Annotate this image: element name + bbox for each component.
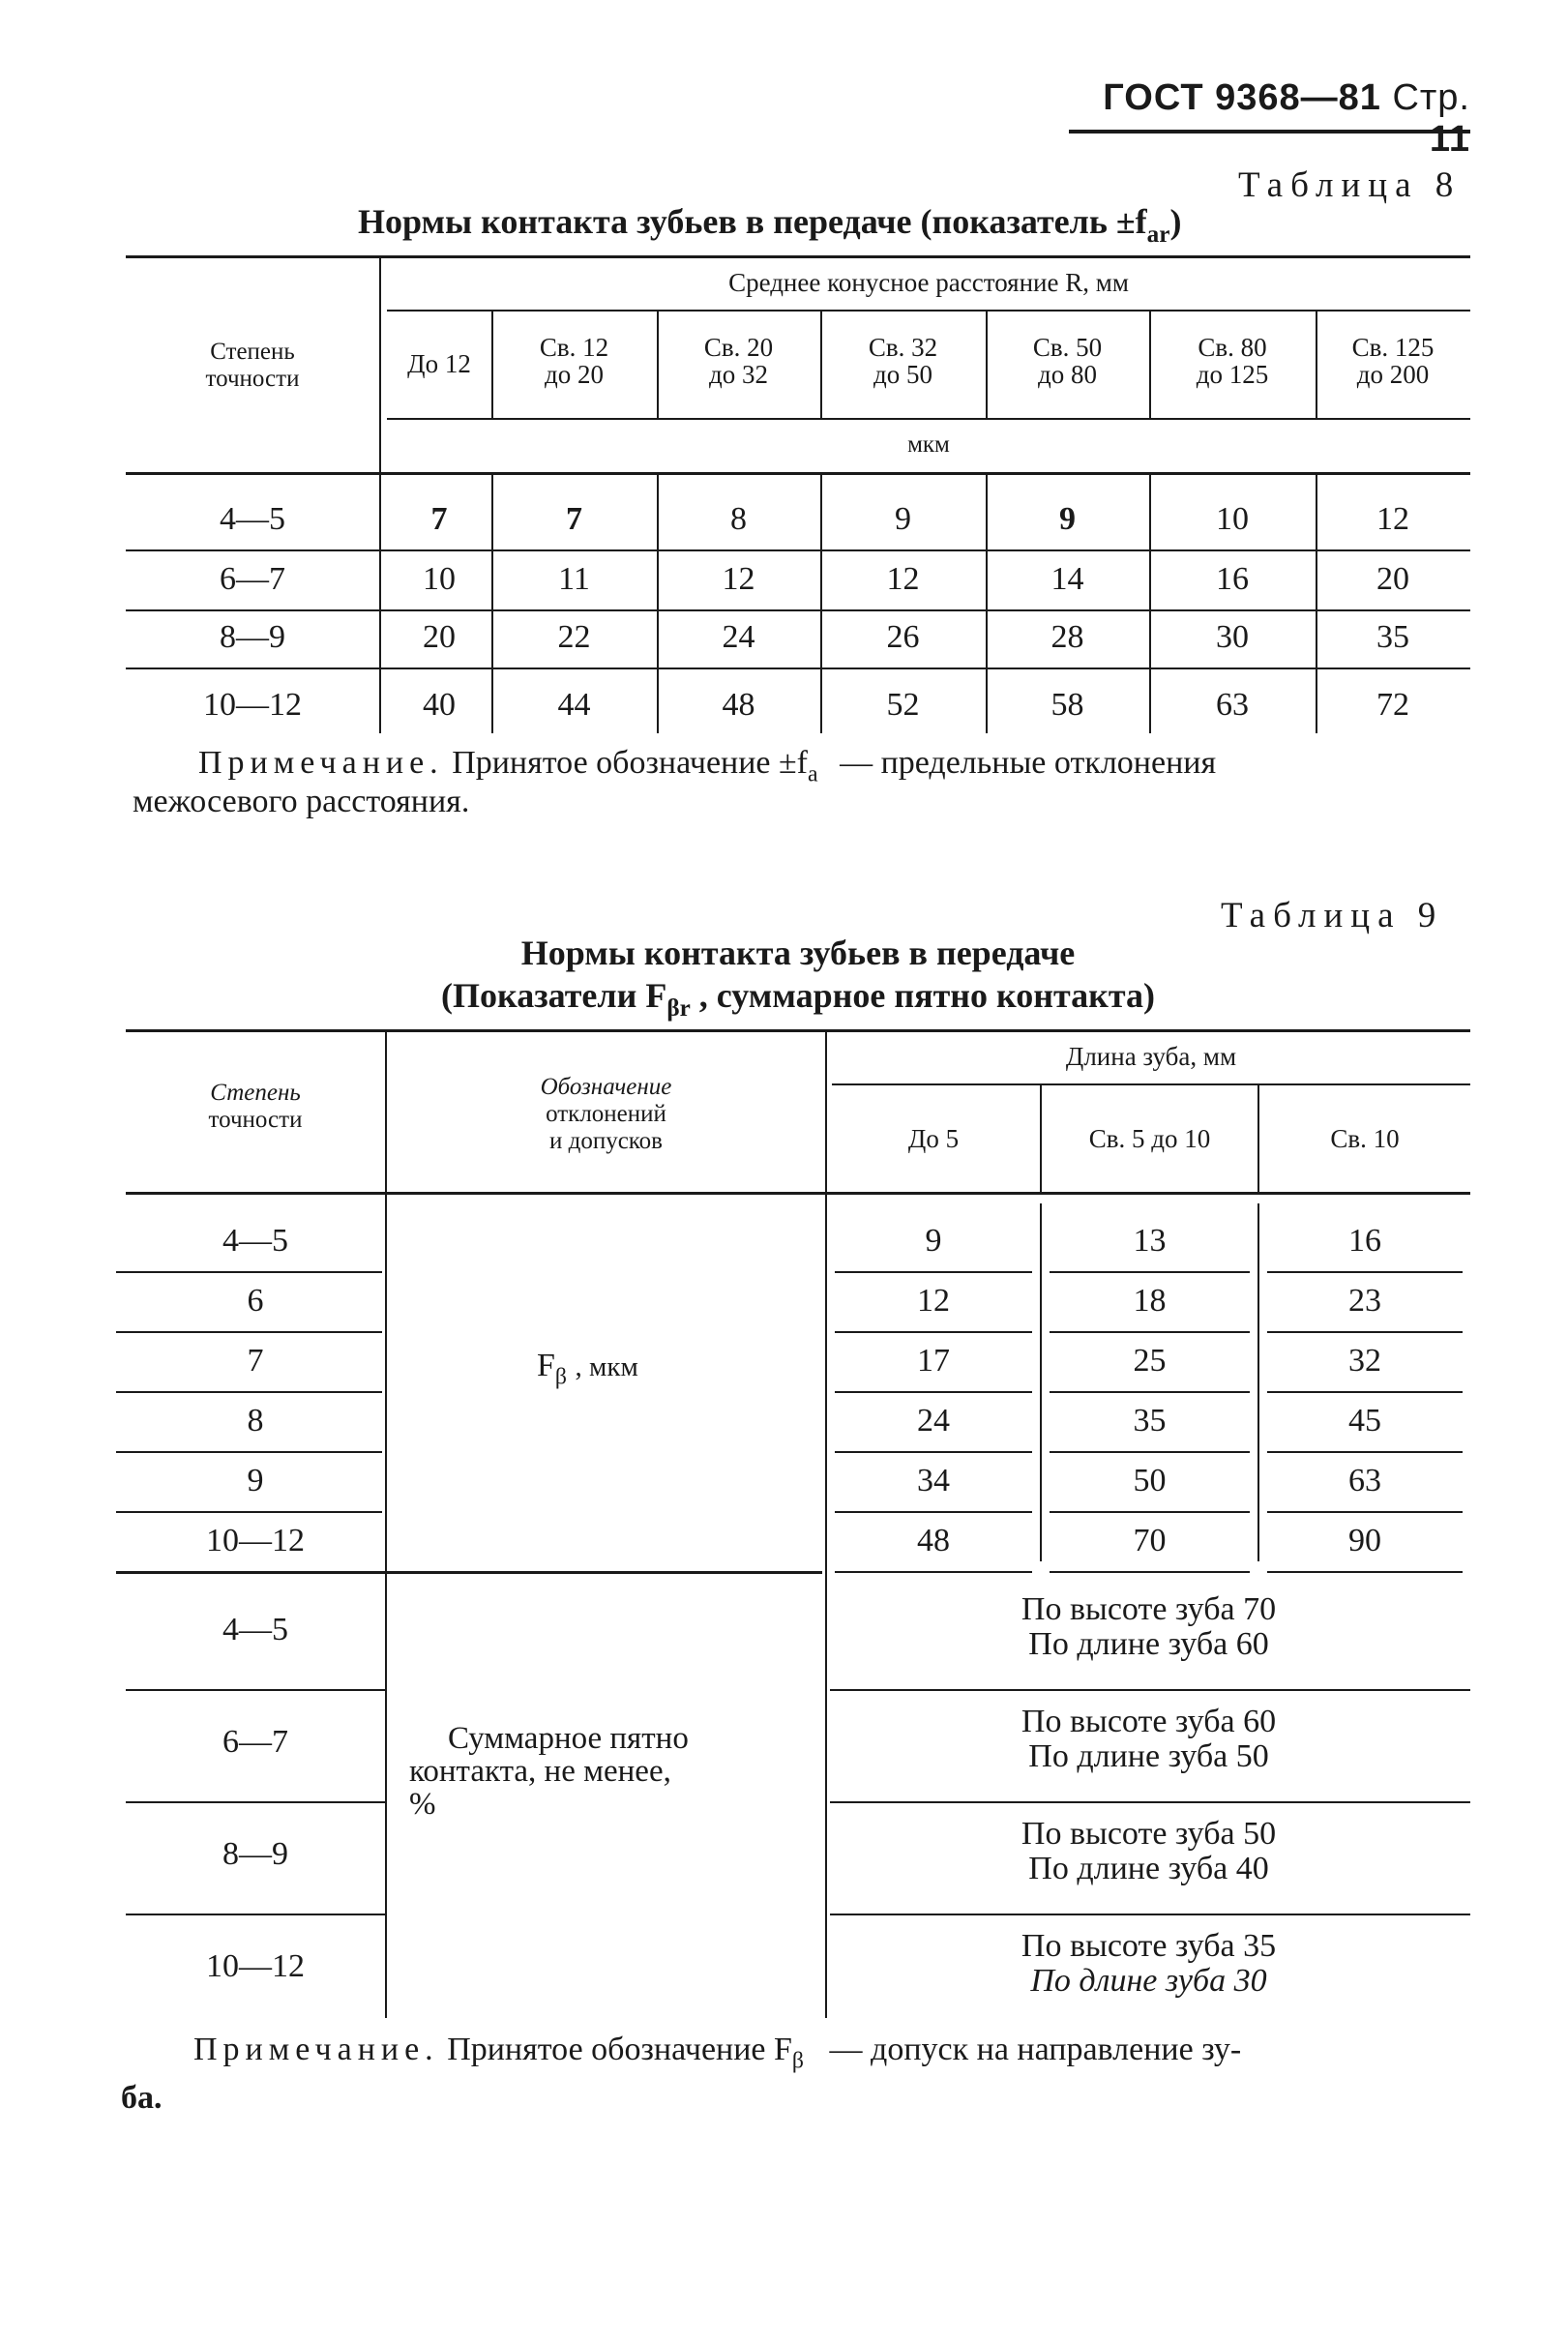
t8-range-line: Св. 125 bbox=[1351, 333, 1435, 362]
t9-spot-length: По длине зуба 50 bbox=[1028, 1738, 1269, 1774]
t9-cell-rule bbox=[1050, 1451, 1250, 1453]
t9-cell-rule bbox=[835, 1331, 1032, 1333]
t8-cell-rule bbox=[991, 609, 1143, 611]
table8-title-sub: ar bbox=[1146, 221, 1170, 248]
t8-cell-rule bbox=[1155, 609, 1310, 611]
t9-cell-rule bbox=[835, 1451, 1032, 1453]
t9-spot-l3: % bbox=[409, 1787, 436, 1822]
t8-note-sub: a bbox=[808, 761, 818, 787]
t8-value-cell: 11 bbox=[558, 561, 590, 597]
t8-value-cell: 30 bbox=[1216, 619, 1249, 655]
t9-value-cell: 90 bbox=[1348, 1523, 1381, 1558]
header-rule bbox=[1069, 130, 1470, 134]
t8-cell-rule bbox=[497, 668, 651, 669]
t8-rule-ranges bbox=[387, 418, 1470, 420]
t9-value-cell: 16 bbox=[1348, 1223, 1381, 1259]
t8-cell-rule bbox=[1321, 668, 1464, 669]
t8-cell-rule bbox=[663, 549, 814, 551]
t9-cell-rule bbox=[835, 1391, 1032, 1393]
t8-vrule-degree bbox=[379, 257, 381, 472]
t9-title-a: (Показатели F bbox=[441, 976, 667, 1015]
t8-value-cell: 12 bbox=[886, 561, 920, 597]
doc-code: ГОСТ 9368—81 bbox=[1103, 77, 1381, 118]
t8-range-header bbox=[1316, 334, 1470, 388]
t9-range-0: До 5 bbox=[907, 1124, 960, 1153]
t8-range-header bbox=[657, 334, 820, 388]
t8-range-line: Св. 80 bbox=[1198, 333, 1267, 362]
t8-value-cell: 9 bbox=[895, 501, 911, 537]
t9-cell-rule bbox=[1267, 1391, 1463, 1393]
t9-cell-rule bbox=[1267, 1571, 1463, 1573]
t9-spot-value-rule bbox=[830, 1914, 1470, 1915]
t9-cell-rule bbox=[835, 1511, 1032, 1513]
t8-degree-cell: 10—12 bbox=[203, 687, 302, 723]
t8-cell-rule bbox=[393, 549, 486, 551]
t9-fb-unit: , мкм bbox=[575, 1351, 638, 1382]
t9-note-line2: ба. bbox=[121, 2080, 163, 2116]
t9-value-cell: 50 bbox=[1133, 1463, 1167, 1498]
t8-value-cell: 24 bbox=[722, 619, 755, 655]
t9-value-cell: 45 bbox=[1348, 1403, 1381, 1439]
t8-value-cell: 7 bbox=[566, 501, 582, 537]
t9-range-1: Св. 5 до 10 bbox=[1088, 1124, 1211, 1153]
t8-cell-rule bbox=[663, 609, 814, 611]
t8-range-line: Св. 32 bbox=[868, 333, 938, 362]
table8-title bbox=[358, 201, 1181, 249]
t9-col-desig-l1: Обозначение bbox=[540, 1074, 672, 1100]
table8-label: Таблица 8 bbox=[1238, 165, 1462, 205]
t8-range-line: До 12 bbox=[407, 349, 471, 378]
t9-title-b: , суммарное пятно контакта) bbox=[698, 976, 1155, 1015]
t9-cell-rule bbox=[1050, 1391, 1250, 1393]
t9-spot-value-rule bbox=[830, 1689, 1470, 1691]
t9-value-cell: 13 bbox=[1133, 1223, 1167, 1259]
t8-cell-rule bbox=[393, 668, 486, 669]
t8-rule-head-bottom bbox=[126, 472, 1470, 475]
t9-degree-rule bbox=[116, 1331, 382, 1333]
t9-range-2: Св. 10 bbox=[1330, 1124, 1400, 1153]
t8-cell-rule bbox=[1155, 668, 1310, 669]
t9-cell-rule bbox=[1267, 1271, 1463, 1273]
t8-range-header bbox=[491, 334, 657, 388]
t8-range-line: до 50 bbox=[873, 360, 932, 389]
t9-group-header: Длина зуба, мм bbox=[1065, 1042, 1237, 1071]
table8-title-end: ) bbox=[1169, 202, 1182, 241]
t8-note-line2: межосевого расстояния. bbox=[133, 784, 470, 819]
t9-degree-rule bbox=[116, 1451, 382, 1453]
t8-value-cell: 7 bbox=[430, 501, 448, 537]
t9-value-cell: 23 bbox=[1348, 1283, 1381, 1319]
t8-cell-rule bbox=[826, 549, 980, 551]
t8-value-cell: 20 bbox=[423, 619, 456, 655]
t9-value-cell: 32 bbox=[1348, 1343, 1381, 1379]
t8-value-cell: 10 bbox=[423, 561, 456, 597]
t9-value-cell: 35 bbox=[1133, 1403, 1167, 1439]
t8-cell-rule bbox=[1155, 549, 1310, 551]
t9-degree-cell: 8 bbox=[247, 1403, 264, 1439]
t9-value-cell: 34 bbox=[917, 1463, 950, 1498]
t9-title-sub: βr bbox=[666, 994, 691, 1022]
t8-value-cell: 8 bbox=[730, 501, 747, 537]
t8-value-cell: 9 bbox=[1059, 501, 1076, 537]
t9-note-word: Примечание. bbox=[193, 2032, 439, 2067]
t9-note-rest: — допуск на направление зу- bbox=[829, 2032, 1242, 2067]
t9-col-degree-l2: точности bbox=[208, 1107, 303, 1133]
t9-rule-head-bottom bbox=[126, 1192, 1470, 1195]
t8-note-text: Принятое обозначение ±f bbox=[452, 745, 808, 781]
t9-col-desig-l2: отклонений bbox=[546, 1101, 666, 1127]
t9-fb-letter: F bbox=[537, 1348, 555, 1383]
t8-note bbox=[198, 745, 1216, 787]
t8-value-cell: 58 bbox=[1050, 687, 1084, 723]
t8-range-line: до 125 bbox=[1196, 360, 1269, 389]
page-label: Стр. bbox=[1392, 77, 1470, 118]
t9-note-text: Принятое обозначение F bbox=[447, 2032, 792, 2067]
t8-value-cell: 26 bbox=[886, 619, 920, 655]
t8-value-cell: 12 bbox=[1376, 501, 1409, 537]
t8-value-cell: 44 bbox=[557, 687, 591, 723]
t9-spot-height: По высоте зуба 70 bbox=[1021, 1591, 1277, 1627]
t9-fb-label bbox=[537, 1348, 638, 1390]
table9-title-line1: Нормы контакта зубьев в передаче bbox=[520, 934, 1076, 972]
t8-value-cell: 22 bbox=[557, 619, 591, 655]
t8-cell-rule bbox=[826, 668, 980, 669]
t9-spot-l1: Суммарное пятно bbox=[448, 1721, 689, 1756]
t9-degree-cell: 7 bbox=[247, 1343, 264, 1379]
t9-value-cell: 17 bbox=[917, 1343, 950, 1379]
t9-spot-height: По высоте зуба 50 bbox=[1021, 1816, 1277, 1852]
t8-rule-group bbox=[387, 310, 1470, 312]
t8-range-line: Св. 12 bbox=[539, 333, 609, 362]
t9-value-cell: 9 bbox=[925, 1223, 942, 1259]
t8-range-line: до 200 bbox=[1356, 360, 1430, 389]
t8-value-cell: 16 bbox=[1216, 561, 1249, 597]
t8-note-word: Примечание. bbox=[198, 745, 444, 781]
t8-value-cell: 28 bbox=[1050, 619, 1084, 655]
t9-spot-degree: 6—7 bbox=[222, 1724, 288, 1760]
t8-value-cell: 63 bbox=[1216, 687, 1249, 723]
t9-spot-degree-rule bbox=[126, 1689, 385, 1691]
t8-value-cell: 35 bbox=[1376, 619, 1409, 655]
t8-cell-rule bbox=[826, 609, 980, 611]
t8-range-header bbox=[1149, 334, 1316, 388]
t9-degree-rule bbox=[116, 1391, 382, 1393]
t9-spot-label bbox=[409, 1722, 689, 1821]
t9-vrule-a-body bbox=[385, 1194, 387, 2018]
t9-fb-sub: β bbox=[554, 1364, 568, 1390]
t8-cell-rule bbox=[991, 668, 1143, 669]
t8-cell-rule bbox=[663, 668, 814, 669]
t9-cell-rule bbox=[1050, 1271, 1250, 1273]
t8-value-cell: 72 bbox=[1376, 687, 1409, 723]
t9-col-degree bbox=[126, 1080, 385, 1134]
t8-range-line: до 20 bbox=[545, 360, 604, 389]
t9-value-cell: 24 bbox=[917, 1403, 950, 1439]
t9-spot-degree: 4—5 bbox=[222, 1612, 288, 1647]
t8-unit: мкм bbox=[907, 431, 950, 458]
t8-col-degree-l1: Степень bbox=[210, 339, 295, 365]
t8-value-cell: 48 bbox=[722, 687, 755, 723]
t9-cell-rule bbox=[835, 1571, 1032, 1573]
t9-degree-rule bbox=[116, 1271, 382, 1273]
t9-spot-l2: контакта, не менее, bbox=[409, 1754, 671, 1789]
t9-note-sub: β bbox=[791, 2048, 805, 2074]
t8-degree-cell: 4—5 bbox=[220, 501, 285, 537]
t9-degree-rule bbox=[116, 1511, 382, 1513]
page-number: 11 bbox=[1429, 119, 1470, 160]
t8-cell-rule bbox=[991, 549, 1143, 551]
t8-cell-rule bbox=[497, 549, 651, 551]
t9-cell-rule bbox=[1267, 1451, 1463, 1453]
t8-range-line: до 80 bbox=[1038, 360, 1097, 389]
t8-note-rest: — предельные отклонения bbox=[840, 745, 1217, 781]
t8-range-header bbox=[387, 350, 491, 377]
t9-cell-rule bbox=[1267, 1331, 1463, 1333]
t8-value-cell: 52 bbox=[886, 687, 920, 723]
t9-cell-rule bbox=[1050, 1511, 1250, 1513]
t8-cell-rule bbox=[1321, 609, 1464, 611]
t9-spot-length: По длине зуба 40 bbox=[1028, 1851, 1269, 1886]
t9-spot-length: По длине зуба 60 bbox=[1028, 1626, 1269, 1662]
t9-degree-cell: 4—5 bbox=[222, 1223, 288, 1259]
t8-vrule-degree-body bbox=[379, 474, 381, 733]
t8-col-degree bbox=[126, 339, 379, 393]
t9-value-cell: 63 bbox=[1348, 1463, 1381, 1498]
t9-col-desig bbox=[387, 1074, 825, 1155]
t8-value-cell: 20 bbox=[1376, 561, 1409, 597]
t9-rule-top bbox=[126, 1029, 1470, 1032]
table9-title-line2 bbox=[126, 975, 1470, 1023]
t8-value-cell: 10 bbox=[1216, 501, 1249, 537]
t9-value-cell: 70 bbox=[1133, 1523, 1167, 1558]
t8-group-header: Среднее конусное расстояние R, мм bbox=[728, 268, 1129, 297]
t9-cell-rule bbox=[835, 1271, 1032, 1273]
t8-cell-rule bbox=[1321, 549, 1464, 551]
t9-spot-degree-rule bbox=[126, 1914, 385, 1915]
t9-value-cell: 18 bbox=[1133, 1283, 1167, 1319]
t9-value-cell: 25 bbox=[1133, 1343, 1167, 1379]
t9-cell-rule bbox=[1050, 1571, 1250, 1573]
table9-label: Таблица 9 bbox=[1221, 896, 1444, 935]
t9-degree-cell: 6 bbox=[247, 1283, 264, 1319]
t9-degree-cell: 9 bbox=[247, 1463, 264, 1498]
t9-cell-rule bbox=[1267, 1511, 1463, 1513]
table8-title-main: Нормы контакта зубьев в передаче (показатель ±f bbox=[358, 202, 1147, 241]
t9-spot-length: По длине зуба 30 bbox=[1030, 1963, 1267, 1999]
t8-range-line: до 32 bbox=[709, 360, 768, 389]
t9-note bbox=[193, 2032, 1241, 2074]
t8-range-line: Св. 20 bbox=[703, 333, 774, 362]
t9-spot-degree: 8—9 bbox=[222, 1836, 288, 1872]
t8-value-cell: 14 bbox=[1050, 561, 1084, 597]
page-header bbox=[1064, 77, 1470, 161]
t8-degree-cell: 6—7 bbox=[220, 561, 285, 597]
t9-spot-value-rule bbox=[830, 1801, 1470, 1803]
t9-spot-degree-rule bbox=[126, 1801, 385, 1803]
t8-range-header bbox=[986, 334, 1149, 388]
t8-cell-rule bbox=[497, 609, 651, 611]
t8-value-cell: 12 bbox=[722, 561, 755, 597]
t8-degree-cell: 8—9 bbox=[220, 619, 285, 655]
t9-value-cell: 48 bbox=[917, 1523, 950, 1558]
t9-col-degree-l1: Степень bbox=[210, 1080, 301, 1106]
t9-col-desig-l3: и допусков bbox=[548, 1128, 663, 1154]
t9-value-cell: 12 bbox=[917, 1283, 950, 1319]
t8-cell-rule bbox=[393, 609, 486, 611]
t9-vrule-b bbox=[825, 1031, 827, 1192]
t9-degree-cell: 10—12 bbox=[206, 1523, 305, 1558]
t9-rule-group bbox=[832, 1083, 1470, 1085]
t9-degree-rule bbox=[116, 1571, 822, 1574]
t8-value-cell: 40 bbox=[423, 687, 456, 723]
t9-spot-height: По высоте зуба 60 bbox=[1021, 1704, 1277, 1739]
t9-spot-degree: 10—12 bbox=[206, 1948, 305, 1984]
t8-col-degree-l2: точности bbox=[205, 366, 300, 392]
t8-range-line: Св. 50 bbox=[1032, 333, 1103, 362]
t8-rule-top bbox=[126, 255, 1470, 258]
t8-range-header bbox=[820, 334, 986, 388]
t9-cell-rule bbox=[1050, 1331, 1250, 1333]
t9-spot-height: По высоте зуба 35 bbox=[1021, 1928, 1277, 1964]
